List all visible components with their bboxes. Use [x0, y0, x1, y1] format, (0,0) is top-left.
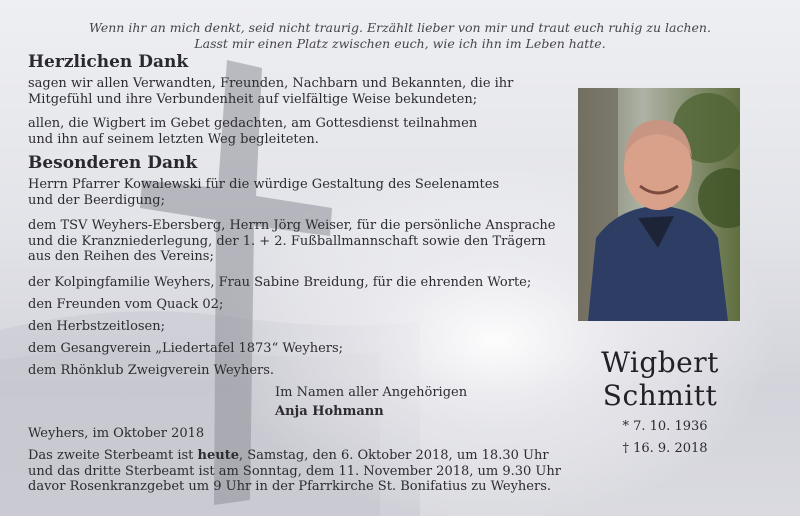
special-thanks-item: den Herbstzeitlosen;: [28, 319, 166, 334]
special-thanks-item: [28, 177, 568, 208]
text-line: und die Kranzniederlegung, der 1. + 2. Fußballmannschaft sowie den Trägern: [28, 233, 546, 249]
special-thanks-item: den Freunden vom Quack 02;: [28, 297, 224, 312]
text-line: dem TSV Weyhers-Ebersberg, Herrn Jörg Weiser, für die persönliche Ansprache: [28, 218, 556, 233]
deceased-first-name: Wigbert: [601, 346, 719, 379]
signature-intro: Im Namen aller Angehörigen: [275, 385, 468, 400]
birth-date: * 7. 10. 1936: [622, 419, 708, 434]
text-line: sagen wir allen Verwandten, Freunden, Nachbarn und Bekannten, die ihr: [28, 76, 514, 91]
special-thanks-heading: Besonderen Dank: [28, 153, 198, 173]
special-thanks-item: [28, 218, 568, 265]
special-thanks-item: dem Gesangverein „Liedertafel 1873“ Weyhers;: [28, 341, 344, 356]
text-span: , Samstag, den 6. Oktober 2018, um 18.30 Uhr: [238, 448, 549, 463]
memorial-quote: [0, 20, 800, 52]
quote-line-1: Wenn ihr an mich denkt, seid nicht traurig. Erzählt lieber von mir und traut euch ruhig zu lachen.: [89, 20, 711, 35]
text-line: Herrn Pfarrer Kowalewski für die würdige Gestaltung des Seelenamtes: [28, 177, 500, 192]
text-line: und der Beerdigung;: [28, 192, 165, 208]
portrait-photo: [578, 88, 740, 321]
text-line: allen, die Wigbert im Gebet gedachten, am Gottesdienst teilnahmen: [28, 116, 478, 131]
special-thanks-item: dem Rhönklub Zweigverein Weyhers.: [28, 363, 275, 378]
emphasis-today: heute: [197, 448, 239, 463]
thanks-paragraph-1: [28, 76, 568, 107]
text-line: und ihn auf seinem letzten Weg begleiteten.: [28, 131, 319, 147]
text-line: [28, 448, 568, 464]
special-thanks-item: der Kolpingfamilie Weyhers, Frau Sabine Breidung, für die ehrenden Worte;: [28, 275, 532, 290]
text-span: Das zweite Sterbeamt ist: [28, 448, 198, 463]
quote-line-2: Lasst mir einen Platz zwischen euch, wie ich ihn im Leben hatte.: [194, 36, 606, 51]
deceased-last-name: Schmitt: [602, 379, 718, 412]
death-date: † 16. 9. 2018: [622, 441, 708, 456]
thanks-paragraph-2: [28, 116, 568, 147]
place-and-date: Weyhers, im Oktober 2018: [28, 426, 205, 441]
signature-name: Anja Hohmann: [275, 404, 384, 419]
text-line: aus den Reihen des Vereins;: [28, 249, 214, 264]
text-line: davor Rosenkranzgebet um 9 Uhr in der Pfarrkirche St. Bonifatius zu Weyhers.: [28, 479, 551, 494]
text-line: Mitgefühl und ihre Verbundenheit auf vielfältige Weise bekundeten;: [28, 91, 478, 107]
service-info: [28, 448, 568, 495]
text-line: und das dritte Sterbeamt ist am Sonntag, dem 11. November 2018, um 9.30 Uhr: [28, 463, 561, 479]
thanks-heading: Herzlichen Dank: [28, 52, 189, 72]
